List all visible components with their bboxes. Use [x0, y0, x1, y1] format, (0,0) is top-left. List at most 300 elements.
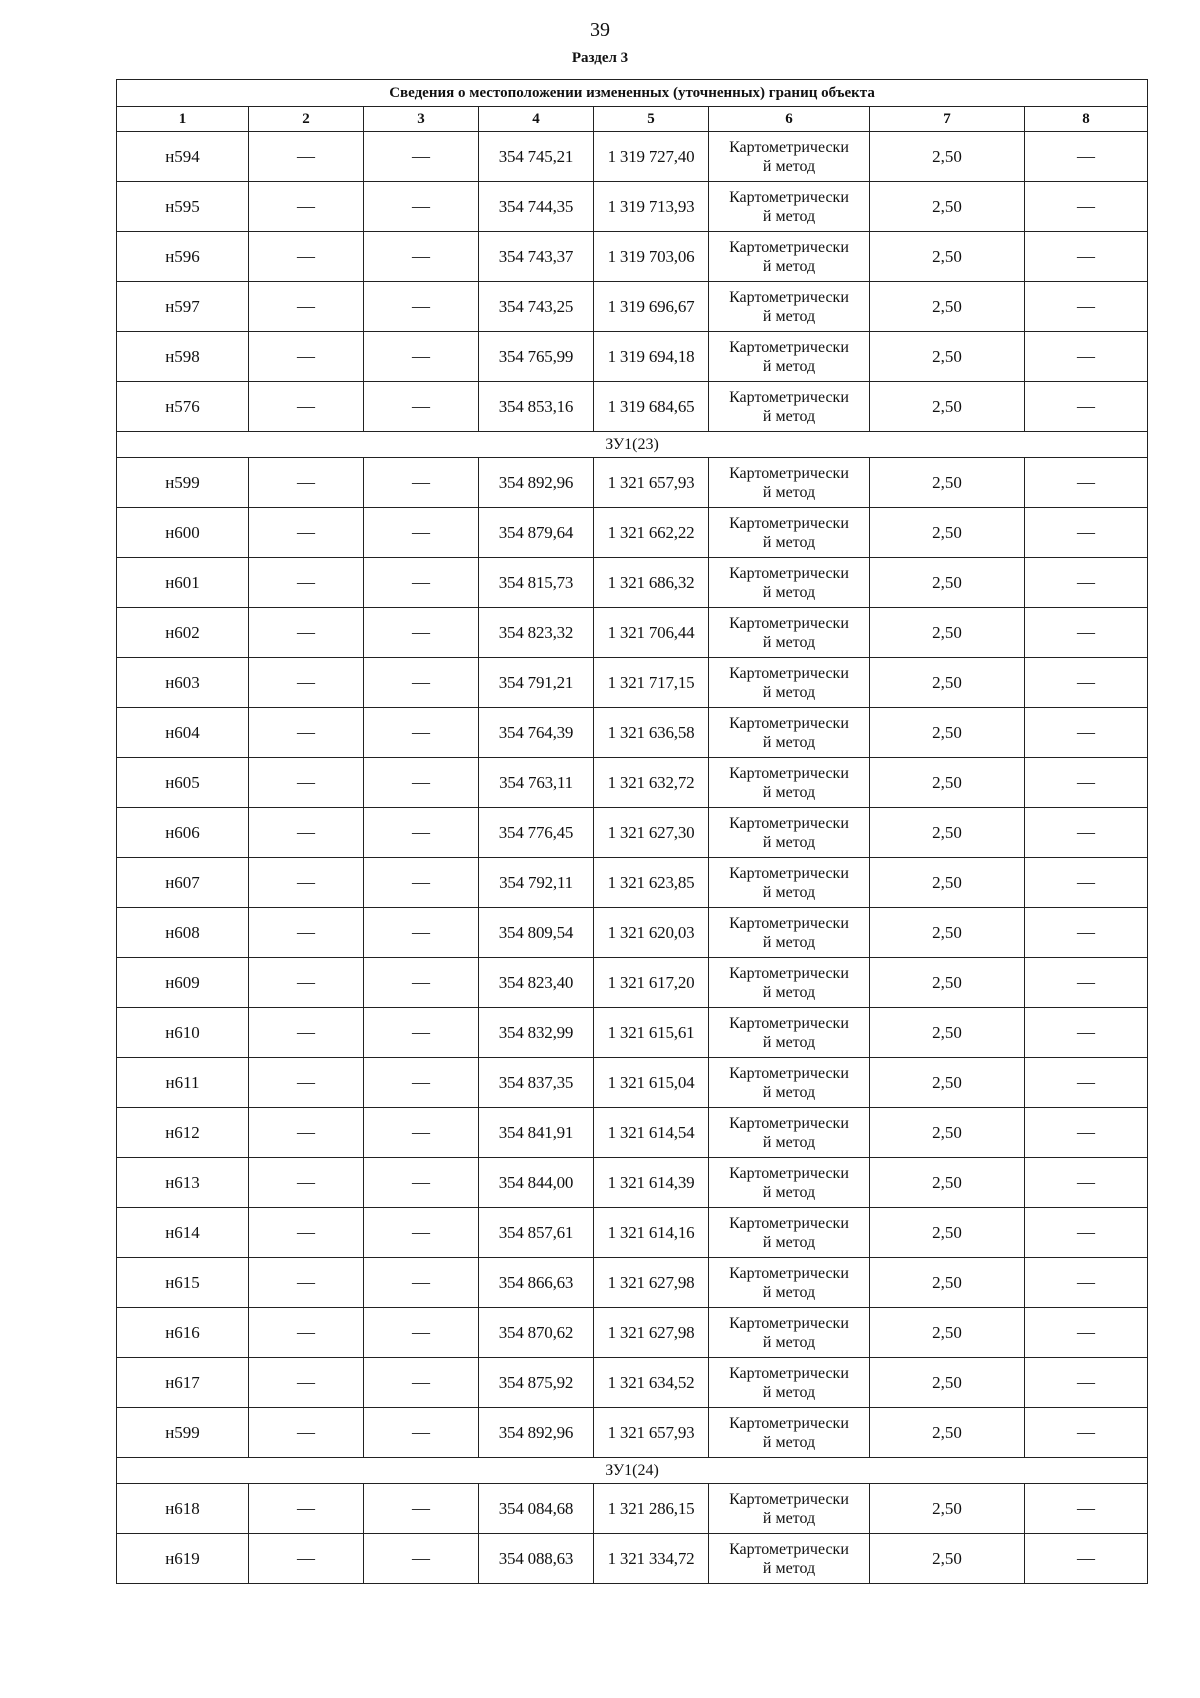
accuracy-cell: 2,50: [870, 282, 1025, 332]
point-label-cell: н599: [117, 458, 249, 508]
empty-dash-cell: —: [364, 658, 479, 708]
y-coordinate-cell: 1 319 696,67: [594, 282, 709, 332]
x-coordinate-cell: 354 870,62: [479, 1308, 594, 1358]
x-coordinate-cell: 354 823,32: [479, 608, 594, 658]
empty-dash-cell: —: [1025, 382, 1148, 432]
point-label-cell: н616: [117, 1308, 249, 1358]
accuracy-cell: 2,50: [870, 908, 1025, 958]
y-coordinate-cell: 1 321 620,03: [594, 908, 709, 958]
column-number: 5: [594, 107, 709, 132]
method-text-line-1: Картометрически: [729, 1264, 849, 1282]
empty-dash-cell: —: [249, 458, 364, 508]
accuracy-cell: 2,50: [870, 858, 1025, 908]
method-cell: [709, 758, 870, 808]
method-text-line-2: й метод: [762, 833, 816, 851]
method-text-line-1: Картометрически: [729, 1540, 849, 1558]
y-coordinate-cell: 1 319 684,65: [594, 382, 709, 432]
x-coordinate-cell: 354 776,45: [479, 808, 594, 858]
x-coordinate-cell: 354 879,64: [479, 508, 594, 558]
x-coordinate-cell: 354 745,21: [479, 132, 594, 182]
accuracy-cell: 2,50: [870, 958, 1025, 1008]
accuracy-cell: 2,50: [870, 1408, 1025, 1458]
table-row: [117, 608, 1148, 658]
x-coordinate-cell: 354 823,40: [479, 958, 594, 1008]
method-text-line-1: Картометрически: [729, 764, 849, 782]
column-number: 1: [117, 107, 249, 132]
method-text-line-2: й метод: [762, 1283, 816, 1301]
empty-dash-cell: —: [364, 908, 479, 958]
accuracy-cell: 2,50: [870, 232, 1025, 282]
y-coordinate-cell: 1 321 614,54: [594, 1108, 709, 1158]
empty-dash-cell: —: [364, 282, 479, 332]
point-label-cell: н619: [117, 1534, 249, 1584]
accuracy-cell: 2,50: [870, 132, 1025, 182]
empty-dash-cell: —: [364, 1008, 479, 1058]
method-text-line-1: Картометрически: [729, 338, 849, 356]
empty-dash-cell: —: [249, 182, 364, 232]
table-row: [117, 182, 1148, 232]
empty-dash-cell: —: [249, 1058, 364, 1108]
accuracy-cell: 2,50: [870, 558, 1025, 608]
point-label-cell: н615: [117, 1258, 249, 1308]
accuracy-cell: 2,50: [870, 608, 1025, 658]
empty-dash-cell: —: [1025, 1308, 1148, 1358]
empty-dash-cell: —: [249, 282, 364, 332]
empty-dash-cell: —: [364, 758, 479, 808]
table-row: [117, 1208, 1148, 1258]
empty-dash-cell: —: [364, 1484, 479, 1534]
y-coordinate-cell: 1 321 632,72: [594, 758, 709, 808]
method-text-line-2: й метод: [762, 1183, 816, 1201]
coordinates-table: [116, 79, 1148, 1584]
method-text-line-2: й метод: [762, 483, 816, 501]
column-number: 8: [1025, 107, 1148, 132]
empty-dash-cell: —: [364, 1058, 479, 1108]
y-coordinate-cell: 1 321 614,16: [594, 1208, 709, 1258]
accuracy-cell: 2,50: [870, 1208, 1025, 1258]
empty-dash-cell: —: [249, 332, 364, 382]
table-row: [117, 1008, 1148, 1058]
point-label-cell: н595: [117, 182, 249, 232]
point-label-cell: н605: [117, 758, 249, 808]
method-text-line-1: Картометрически: [729, 514, 849, 532]
method-cell: [709, 958, 870, 1008]
method-cell: [709, 132, 870, 182]
method-text-line-2: й метод: [762, 407, 816, 425]
point-label-cell: н618: [117, 1484, 249, 1534]
table-row: [117, 858, 1148, 908]
method-text-line-1: Картометрически: [729, 138, 849, 156]
y-coordinate-cell: 1 321 657,93: [594, 458, 709, 508]
method-cell: [709, 508, 870, 558]
point-label-cell: н609: [117, 958, 249, 1008]
table-row: [117, 1534, 1148, 1584]
page-number: 39: [590, 19, 610, 41]
empty-dash-cell: —: [249, 708, 364, 758]
y-coordinate-cell: 1 319 727,40: [594, 132, 709, 182]
y-coordinate-cell: 1 321 334,72: [594, 1534, 709, 1584]
empty-dash-cell: —: [249, 908, 364, 958]
accuracy-cell: 2,50: [870, 382, 1025, 432]
empty-dash-cell: —: [1025, 558, 1148, 608]
table-row: [117, 232, 1148, 282]
method-text-line-1: Картометрически: [729, 814, 849, 832]
method-text-line-1: Картометрически: [729, 1114, 849, 1132]
y-coordinate-cell: 1 319 713,93: [594, 182, 709, 232]
accuracy-cell: 2,50: [870, 508, 1025, 558]
empty-dash-cell: —: [1025, 282, 1148, 332]
accuracy-cell: 2,50: [870, 1484, 1025, 1534]
y-coordinate-cell: 1 321 686,32: [594, 558, 709, 608]
accuracy-cell: 2,50: [870, 658, 1025, 708]
table-row: [117, 508, 1148, 558]
empty-dash-cell: —: [249, 1258, 364, 1308]
empty-dash-cell: —: [249, 658, 364, 708]
accuracy-cell: 2,50: [870, 1534, 1025, 1584]
empty-dash-cell: —: [249, 382, 364, 432]
point-label-cell: н608: [117, 908, 249, 958]
empty-dash-cell: —: [249, 1358, 364, 1408]
group-header-row: [117, 1458, 1148, 1484]
method-text-line-2: й метод: [762, 733, 816, 751]
empty-dash-cell: —: [249, 232, 364, 282]
empty-dash-cell: —: [364, 232, 479, 282]
empty-dash-cell: —: [249, 958, 364, 1008]
column-number: 7: [870, 107, 1025, 132]
empty-dash-cell: —: [1025, 958, 1148, 1008]
method-text-line-2: й метод: [762, 1509, 816, 1527]
empty-dash-cell: —: [364, 808, 479, 858]
accuracy-cell: 2,50: [870, 458, 1025, 508]
empty-dash-cell: —: [364, 458, 479, 508]
table-row: [117, 382, 1148, 432]
empty-dash-cell: —: [364, 332, 479, 382]
method-cell: [709, 908, 870, 958]
empty-dash-cell: —: [1025, 808, 1148, 858]
method-text-line-2: й метод: [762, 1033, 816, 1051]
table-row: [117, 458, 1148, 508]
empty-dash-cell: —: [249, 132, 364, 182]
table-row: [117, 1358, 1148, 1408]
empty-dash-cell: —: [1025, 1258, 1148, 1308]
empty-dash-cell: —: [1025, 1058, 1148, 1108]
group-label: ЗУ1(24): [117, 1458, 1148, 1484]
accuracy-cell: 2,50: [870, 1108, 1025, 1158]
method-text-line-2: й метод: [762, 257, 816, 275]
table-row: [117, 282, 1148, 332]
accuracy-cell: 2,50: [870, 182, 1025, 232]
y-coordinate-cell: 1 319 694,18: [594, 332, 709, 382]
method-text-line-1: Картометрически: [729, 1490, 849, 1508]
x-coordinate-cell: 354 815,73: [479, 558, 594, 608]
x-coordinate-cell: 354 084,68: [479, 1484, 594, 1534]
empty-dash-cell: —: [364, 382, 479, 432]
method-text-line-1: Картометрически: [729, 238, 849, 256]
empty-dash-cell: —: [249, 1484, 364, 1534]
empty-dash-cell: —: [364, 708, 479, 758]
point-label-cell: н610: [117, 1008, 249, 1058]
x-coordinate-cell: 354 743,25: [479, 282, 594, 332]
empty-dash-cell: —: [364, 1258, 479, 1308]
point-label-cell: н617: [117, 1358, 249, 1408]
accuracy-cell: 2,50: [870, 1358, 1025, 1408]
empty-dash-cell: —: [364, 182, 479, 232]
empty-dash-cell: —: [1025, 1358, 1148, 1408]
column-number: 3: [364, 107, 479, 132]
y-coordinate-cell: 1 321 627,98: [594, 1258, 709, 1308]
empty-dash-cell: —: [364, 1408, 479, 1458]
method-text-line-1: Картометрически: [729, 614, 849, 632]
empty-dash-cell: —: [1025, 1158, 1148, 1208]
empty-dash-cell: —: [1025, 332, 1148, 382]
empty-dash-cell: —: [1025, 858, 1148, 908]
y-coordinate-cell: 1 321 636,58: [594, 708, 709, 758]
empty-dash-cell: —: [249, 1308, 364, 1358]
method-cell: [709, 608, 870, 658]
empty-dash-cell: —: [1025, 1008, 1148, 1058]
method-text-line-1: Картометрически: [729, 1364, 849, 1382]
method-text-line-2: й метод: [762, 983, 816, 1001]
point-label-cell: н597: [117, 282, 249, 332]
method-text-line-2: й метод: [762, 933, 816, 951]
method-cell: [709, 1534, 870, 1584]
table-caption-row: [117, 80, 1148, 107]
empty-dash-cell: —: [249, 1108, 364, 1158]
x-coordinate-cell: 354 892,96: [479, 458, 594, 508]
empty-dash-cell: —: [1025, 758, 1148, 808]
method-text-line-1: Картометрически: [729, 1164, 849, 1182]
point-label-cell: н599: [117, 1408, 249, 1458]
point-label-cell: н594: [117, 132, 249, 182]
table-row: [117, 1158, 1148, 1208]
method-text-line-2: й метод: [762, 1559, 816, 1577]
table-row: [117, 808, 1148, 858]
x-coordinate-cell: 354 764,39: [479, 708, 594, 758]
accuracy-cell: 2,50: [870, 1158, 1025, 1208]
empty-dash-cell: —: [364, 508, 479, 558]
accuracy-cell: 2,50: [870, 708, 1025, 758]
point-label-cell: н576: [117, 382, 249, 432]
method-text-line-2: й метод: [762, 1333, 816, 1351]
empty-dash-cell: —: [249, 758, 364, 808]
method-cell: [709, 1358, 870, 1408]
column-number-row: [117, 107, 1148, 132]
method-text-line-1: Картометрически: [729, 664, 849, 682]
table-row: [117, 958, 1148, 1008]
method-text-line-1: Картометрически: [729, 964, 849, 982]
empty-dash-cell: —: [364, 1308, 479, 1358]
empty-dash-cell: —: [1025, 908, 1148, 958]
empty-dash-cell: —: [1025, 508, 1148, 558]
point-label-cell: н607: [117, 858, 249, 908]
point-label-cell: н606: [117, 808, 249, 858]
empty-dash-cell: —: [364, 858, 479, 908]
x-coordinate-cell: 354 765,99: [479, 332, 594, 382]
y-coordinate-cell: 1 321 614,39: [594, 1158, 709, 1208]
method-text-line-1: Картометрически: [729, 564, 849, 582]
method-text-line-2: й метод: [762, 583, 816, 601]
method-text-line-2: й метод: [762, 633, 816, 651]
empty-dash-cell: —: [364, 1108, 479, 1158]
method-cell: [709, 558, 870, 608]
method-text-line-1: Картометрически: [729, 1214, 849, 1232]
method-cell: [709, 1158, 870, 1208]
empty-dash-cell: —: [1025, 132, 1148, 182]
y-coordinate-cell: 1 321 627,98: [594, 1308, 709, 1358]
method-cell: [709, 382, 870, 432]
x-coordinate-cell: 354 088,63: [479, 1534, 594, 1584]
method-text-line-2: й метод: [762, 683, 816, 701]
table-row: [117, 758, 1148, 808]
empty-dash-cell: —: [364, 1358, 479, 1408]
empty-dash-cell: —: [364, 1208, 479, 1258]
x-coordinate-cell: 354 875,92: [479, 1358, 594, 1408]
table-caption: Сведения о местоположении измененных (уточненных) границ объекта: [117, 80, 1148, 107]
empty-dash-cell: —: [249, 1408, 364, 1458]
method-text-line-2: й метод: [762, 307, 816, 325]
x-coordinate-cell: 354 853,16: [479, 382, 594, 432]
x-coordinate-cell: 354 844,00: [479, 1158, 594, 1208]
method-text-line-2: й метод: [762, 357, 816, 375]
empty-dash-cell: —: [364, 558, 479, 608]
table-row: [117, 1484, 1148, 1534]
column-number: 2: [249, 107, 364, 132]
point-label-cell: н614: [117, 1208, 249, 1258]
point-label-cell: н598: [117, 332, 249, 382]
method-text-line-1: Картометрически: [729, 1314, 849, 1332]
accuracy-cell: 2,50: [870, 1058, 1025, 1108]
method-cell: [709, 182, 870, 232]
method-text-line-1: Картометрически: [729, 914, 849, 932]
empty-dash-cell: —: [249, 508, 364, 558]
group-header-row: [117, 432, 1148, 458]
method-cell: [709, 1484, 870, 1534]
empty-dash-cell: —: [1025, 1408, 1148, 1458]
table-row: [117, 908, 1148, 958]
method-text-line-2: й метод: [762, 783, 816, 801]
x-coordinate-cell: 354 743,37: [479, 232, 594, 282]
table-row: [117, 708, 1148, 758]
method-cell: [709, 282, 870, 332]
point-label-cell: н612: [117, 1108, 249, 1158]
x-coordinate-cell: 354 832,99: [479, 1008, 594, 1058]
method-text-line-1: Картометрически: [729, 188, 849, 206]
accuracy-cell: 2,50: [870, 1258, 1025, 1308]
table-row: [117, 332, 1148, 382]
y-coordinate-cell: 1 321 717,15: [594, 658, 709, 708]
method-cell: [709, 458, 870, 508]
x-coordinate-cell: 354 841,91: [479, 1108, 594, 1158]
empty-dash-cell: —: [1025, 1108, 1148, 1158]
empty-dash-cell: —: [1025, 608, 1148, 658]
method-cell: [709, 1408, 870, 1458]
table-row: [117, 1308, 1148, 1358]
empty-dash-cell: —: [249, 808, 364, 858]
method-text-line-1: Картометрически: [729, 1064, 849, 1082]
method-text-line-2: й метод: [762, 1083, 816, 1101]
point-label-cell: н600: [117, 508, 249, 558]
empty-dash-cell: —: [249, 1208, 364, 1258]
empty-dash-cell: —: [249, 558, 364, 608]
empty-dash-cell: —: [1025, 658, 1148, 708]
point-label-cell: н602: [117, 608, 249, 658]
accuracy-cell: 2,50: [870, 1008, 1025, 1058]
method-cell: [709, 1208, 870, 1258]
method-text-line-2: й метод: [762, 533, 816, 551]
method-cell: [709, 232, 870, 282]
method-cell: [709, 1258, 870, 1308]
section-title: Раздел 3: [571, 50, 629, 66]
method-text-line-2: й метод: [762, 1433, 816, 1451]
table-body: [117, 132, 1148, 1584]
accuracy-cell: 2,50: [870, 332, 1025, 382]
point-label-cell: н613: [117, 1158, 249, 1208]
y-coordinate-cell: 1 321 286,15: [594, 1484, 709, 1534]
table-row: [117, 558, 1148, 608]
x-coordinate-cell: 354 857,61: [479, 1208, 594, 1258]
empty-dash-cell: —: [249, 1158, 364, 1208]
method-cell: [709, 1308, 870, 1358]
method-cell: [709, 332, 870, 382]
method-text-line-2: й метод: [762, 883, 816, 901]
column-number: 6: [709, 107, 870, 132]
y-coordinate-cell: 1 321 662,22: [594, 508, 709, 558]
empty-dash-cell: —: [249, 1534, 364, 1584]
empty-dash-cell: —: [364, 1158, 479, 1208]
method-text-line-2: й метод: [762, 1233, 816, 1251]
accuracy-cell: 2,50: [870, 758, 1025, 808]
method-text-line-1: Картометрически: [729, 288, 849, 306]
y-coordinate-cell: 1 319 703,06: [594, 232, 709, 282]
y-coordinate-cell: 1 321 627,30: [594, 808, 709, 858]
empty-dash-cell: —: [1025, 1208, 1148, 1258]
x-coordinate-cell: 354 744,35: [479, 182, 594, 232]
point-label-cell: н604: [117, 708, 249, 758]
y-coordinate-cell: 1 321 617,20: [594, 958, 709, 1008]
method-text-line-1: Картометрически: [729, 714, 849, 732]
y-coordinate-cell: 1 321 706,44: [594, 608, 709, 658]
x-coordinate-cell: 354 763,11: [479, 758, 594, 808]
x-coordinate-cell: 354 837,35: [479, 1058, 594, 1108]
empty-dash-cell: —: [1025, 182, 1148, 232]
empty-dash-cell: —: [249, 858, 364, 908]
method-text-line-1: Картометрически: [729, 464, 849, 482]
accuracy-cell: 2,50: [870, 1308, 1025, 1358]
table-row: [117, 132, 1148, 182]
method-text-line-1: Картометрически: [729, 864, 849, 882]
method-text-line-2: й метод: [762, 1133, 816, 1151]
method-cell: [709, 858, 870, 908]
point-label-cell: н611: [117, 1058, 249, 1108]
empty-dash-cell: —: [364, 1534, 479, 1584]
table-row: [117, 1408, 1148, 1458]
method-text-line-2: й метод: [762, 157, 816, 175]
x-coordinate-cell: 354 791,21: [479, 658, 594, 708]
x-coordinate-cell: 354 809,54: [479, 908, 594, 958]
table-row: [117, 1258, 1148, 1308]
y-coordinate-cell: 1 321 615,61: [594, 1008, 709, 1058]
accuracy-cell: 2,50: [870, 808, 1025, 858]
method-cell: [709, 708, 870, 758]
method-cell: [709, 808, 870, 858]
empty-dash-cell: —: [1025, 1484, 1148, 1534]
empty-dash-cell: —: [249, 608, 364, 658]
y-coordinate-cell: 1 321 634,52: [594, 1358, 709, 1408]
method-cell: [709, 1108, 870, 1158]
method-text-line-2: й метод: [762, 207, 816, 225]
x-coordinate-cell: 354 792,11: [479, 858, 594, 908]
empty-dash-cell: —: [1025, 1534, 1148, 1584]
